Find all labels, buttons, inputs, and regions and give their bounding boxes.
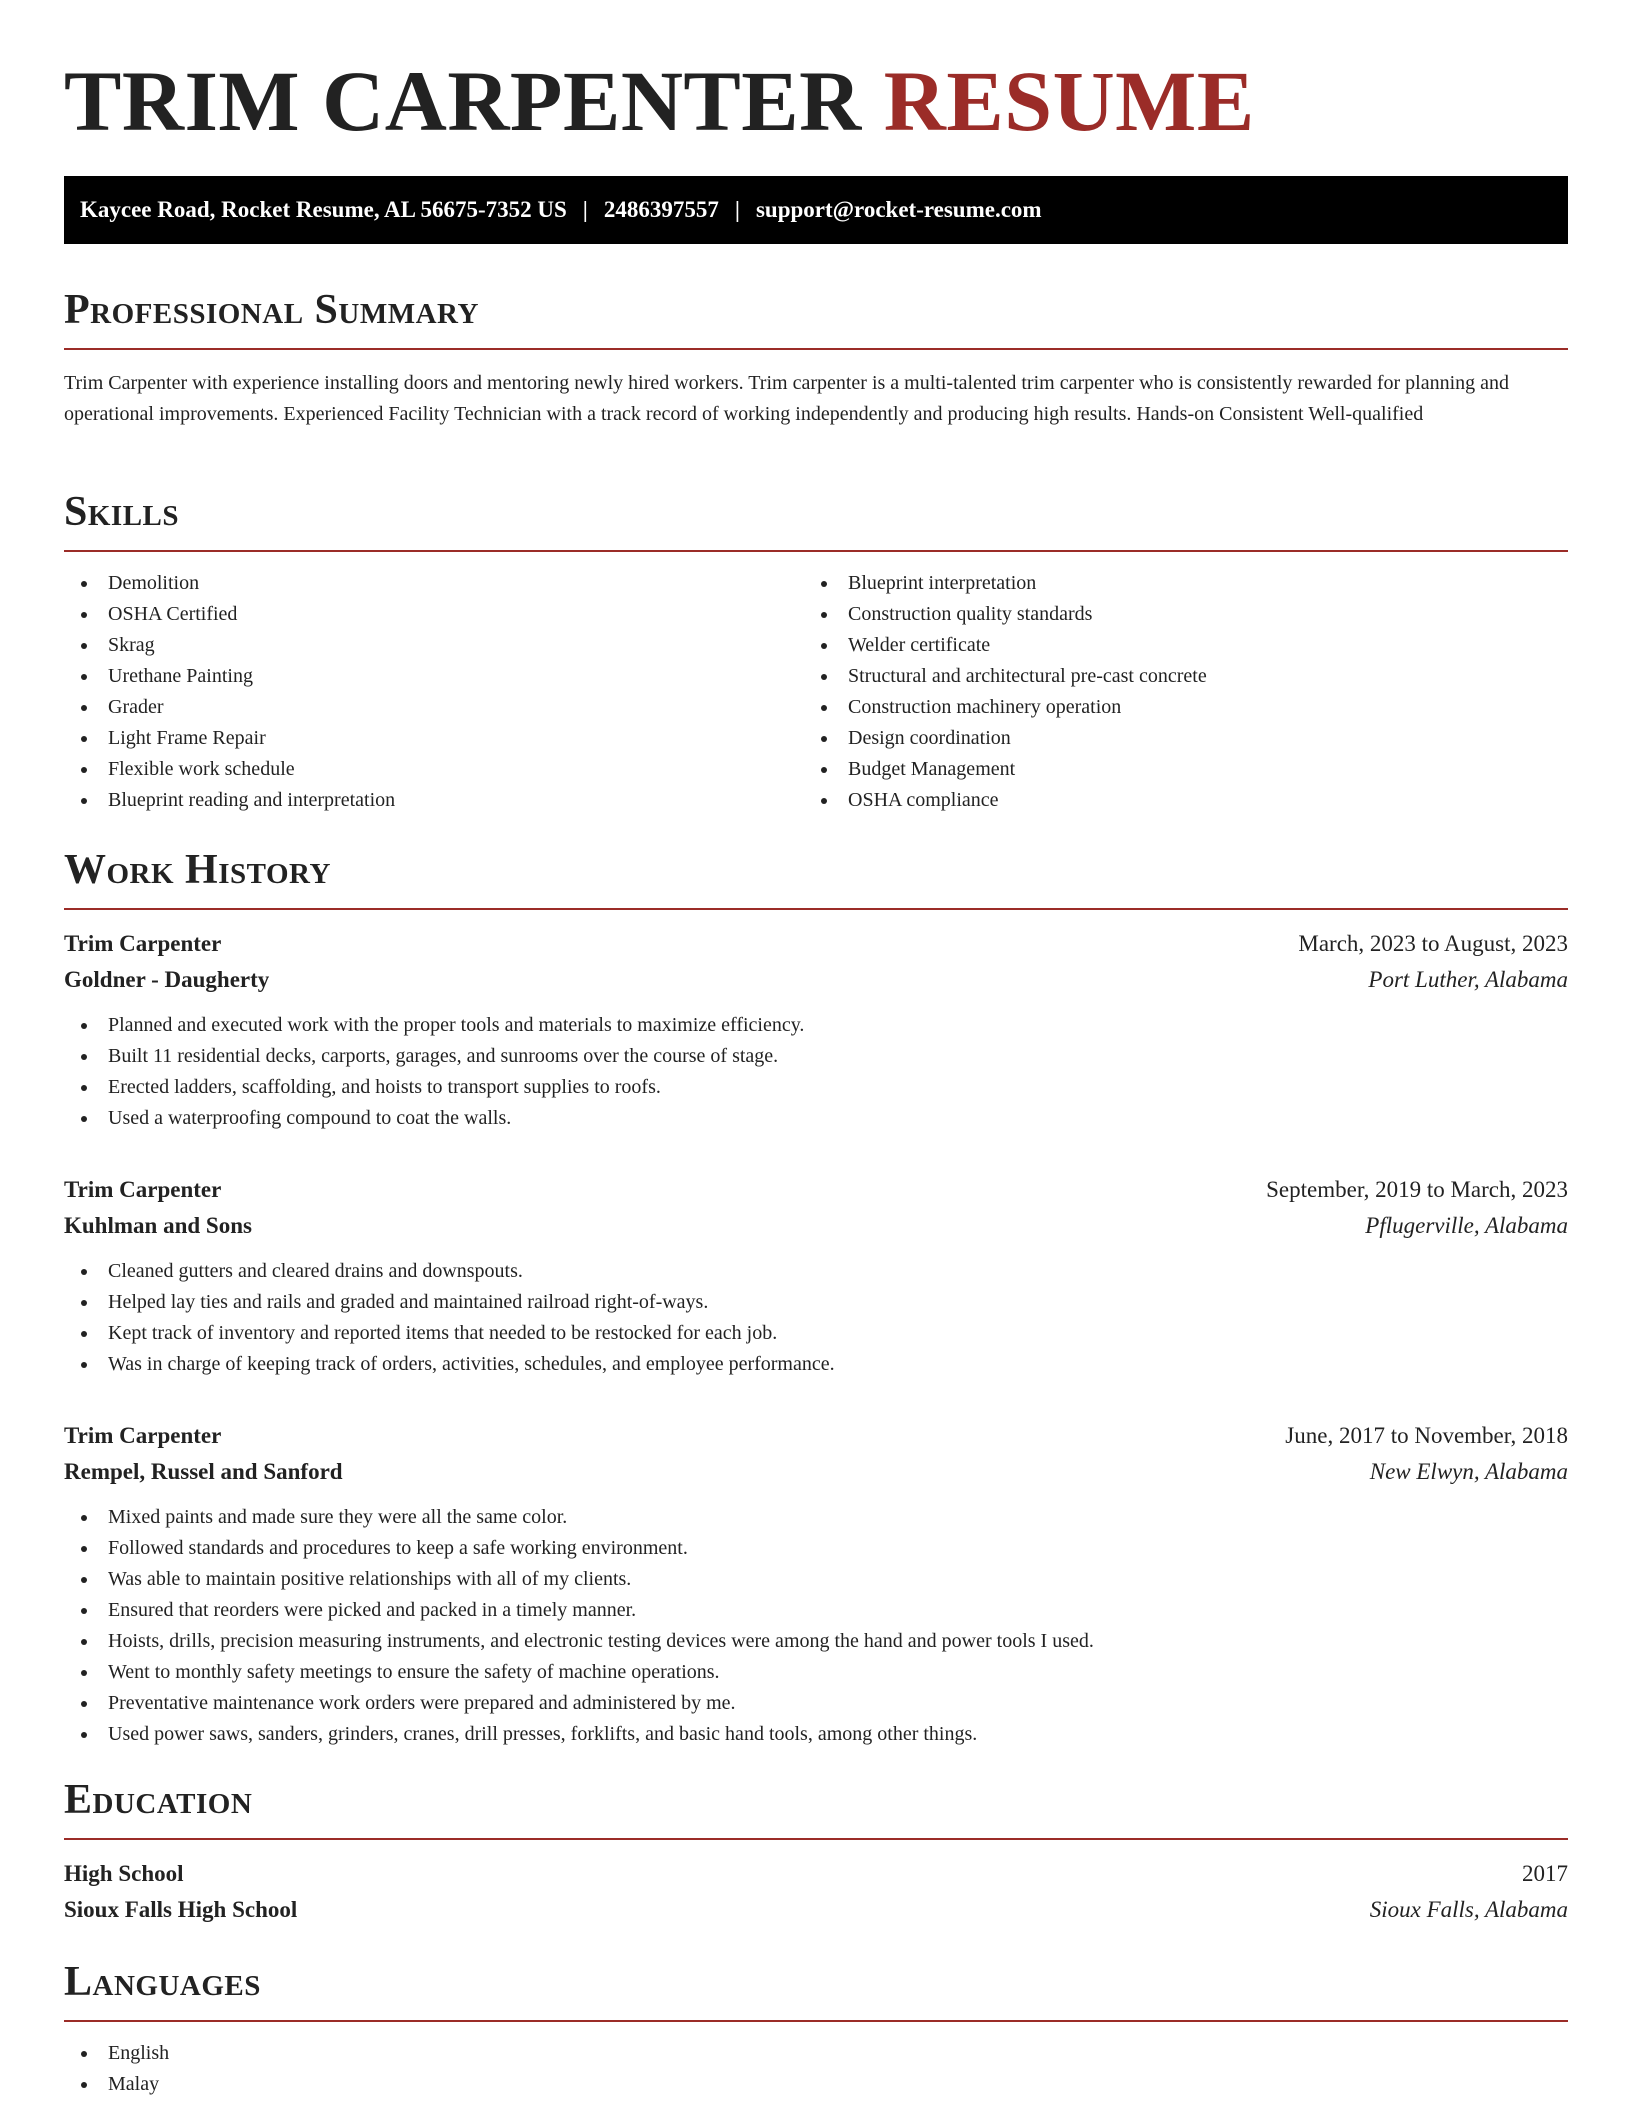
skill-item: Urethane Painting — [64, 661, 804, 692]
job-bullet: Hoists, drills, precision measuring instruments, and electronic testing devices were among the hand and power tools I used. — [64, 1626, 1568, 1657]
education-year: 2017 — [1522, 1861, 1568, 1886]
skill-item: Light Frame Repair — [64, 723, 804, 754]
skills-section — [64, 488, 1568, 816]
job-entry — [64, 1172, 1568, 1380]
skill-item: Structural and architectural pre-cast concrete — [804, 661, 1544, 692]
skill-item: Flexible work schedule — [64, 754, 804, 785]
skill-item: Blueprint interpretation — [804, 568, 1544, 599]
title-role: TRIM CARPENTER — [64, 53, 862, 149]
skills-heading: Skills — [64, 489, 180, 535]
skill-item: Design coordination — [804, 723, 1544, 754]
job-bullet: Preventative maintenance work orders were prepared and administered by me. — [64, 1688, 1568, 1719]
job-bullet: Followed standards and procedures to keep a safe working environment. — [64, 1533, 1568, 1564]
job-company: Rempel, Russel and Sanford — [64, 1459, 343, 1484]
job-dates: June, 2017 to November, 2018 — [1285, 1423, 1568, 1448]
skill-item: OSHA compliance — [804, 785, 1544, 816]
job-company: Kuhlman and Sons — [64, 1213, 252, 1238]
skills-column-left — [64, 568, 804, 816]
job-company: Goldner - Daugherty — [64, 967, 270, 992]
languages-list — [64, 2038, 1568, 2100]
language-item: Malay — [64, 2069, 1568, 2100]
contact-email: support@rocket-resume.com — [755, 197, 1042, 222]
section-divider — [64, 1838, 1568, 1840]
education-entry — [64, 1856, 1568, 1928]
summary-text: Trim Carpenter with experience installing doors and mentoring newly hired workers. Trim carpenter is a multi-talented trim carpenter who is consistently rewarded for planning and operational improvements. Experienced Facility Technician with a track record of working independently and producing high results. Hands-on Consistent Well-qualified — [64, 372, 1509, 425]
section-divider — [64, 2020, 1568, 2022]
education-degree: High School — [64, 1861, 184, 1886]
contact-separator: | — [734, 197, 740, 222]
education-section — [64, 1776, 1568, 1928]
job-location: Pflugerville, Alabama — [1365, 1213, 1568, 1238]
skill-item: Skrag — [64, 630, 804, 661]
job-bullets — [64, 1256, 1568, 1380]
language-item: English — [64, 2038, 1568, 2069]
education-heading: Education — [64, 1777, 253, 1823]
work-history-section — [64, 846, 1568, 1750]
job-location: Port Luther, Alabama — [1368, 967, 1568, 992]
languages-section — [64, 1958, 1568, 2100]
job-bullets — [64, 1502, 1568, 1750]
job-bullet: Was able to maintain positive relationships with all of my clients. — [64, 1564, 1568, 1595]
skill-item: Grader — [64, 692, 804, 723]
job-bullet: Mixed paints and made sure they were all the same color. — [64, 1502, 1568, 1533]
education-school: Sioux Falls High School — [64, 1897, 298, 1922]
job-bullet: Cleaned gutters and cleared drains and downspouts. — [64, 1256, 1568, 1287]
job-bullet: Used a waterproofing compound to coat the walls. — [64, 1103, 1568, 1134]
skill-item: Budget Management — [804, 754, 1544, 785]
job-location: New Elwyn, Alabama — [1369, 1459, 1568, 1484]
job-dates: March, 2023 to August, 2023 — [1298, 931, 1568, 956]
skill-item: Blueprint reading and interpretation — [64, 785, 804, 816]
contact-address: Kaycee Road, Rocket Resume, AL 56675-7352 US — [80, 197, 567, 222]
work-history-heading: Work History — [64, 847, 331, 893]
skill-item: OSHA Certified — [64, 599, 804, 630]
job-dates: September, 2019 to March, 2023 — [1266, 1177, 1568, 1202]
skill-item: Construction machinery operation — [804, 692, 1544, 723]
education-location: Sioux Falls, Alabama — [1369, 1897, 1568, 1922]
job-bullet: Used power saws, sanders, grinders, cranes, drill presses, forklifts, and basic hand tools, among other things. — [64, 1719, 1568, 1750]
job-bullet: Erected ladders, scaffolding, and hoists to transport supplies to roofs. — [64, 1072, 1568, 1103]
title-resume: RESUME — [883, 53, 1255, 149]
job-entry — [64, 1418, 1568, 1750]
summary-heading: Professional Summary — [64, 287, 479, 333]
languages-heading: Languages — [64, 1959, 261, 2005]
section-divider — [64, 550, 1568, 552]
job-bullet: Went to monthly safety meetings to ensure the safety of machine operations. — [64, 1657, 1568, 1688]
job-bullet: Built 11 residential decks, carports, garages, and sunrooms over the course of stage. — [64, 1041, 1568, 1072]
contact-separator: | — [582, 197, 588, 222]
skill-item: Construction quality standards — [804, 599, 1544, 630]
job-entry — [64, 926, 1568, 1134]
job-bullet: Helped lay ties and rails and graded and maintained railroad right-of-ways. — [64, 1287, 1568, 1318]
section-divider — [64, 908, 1568, 910]
job-bullet: Planned and executed work with the proper tools and materials to maximize efficiency. — [64, 1010, 1568, 1041]
job-title: Trim Carpenter — [64, 1177, 222, 1202]
skill-item: Demolition — [64, 568, 804, 599]
job-bullet: Ensured that reorders were picked and packed in a timely manner. — [64, 1595, 1568, 1626]
job-bullets — [64, 1010, 1568, 1134]
job-title: Trim Carpenter — [64, 931, 222, 956]
job-bullet: Was in charge of keeping track of orders, activities, schedules, and employee performance. — [64, 1349, 1568, 1380]
contact-phone: 2486397557 — [603, 197, 719, 222]
skill-item: Welder certificate — [804, 630, 1544, 661]
section-divider — [64, 348, 1568, 350]
resume-title — [64, 53, 1255, 149]
contact-bar — [64, 176, 1568, 244]
skills-columns — [64, 568, 1568, 816]
job-title: Trim Carpenter — [64, 1423, 222, 1448]
summary-section — [64, 286, 1568, 430]
skills-column-right — [804, 568, 1544, 816]
job-bullet: Kept track of inventory and reported items that needed to be restocked for each job. — [64, 1318, 1568, 1349]
